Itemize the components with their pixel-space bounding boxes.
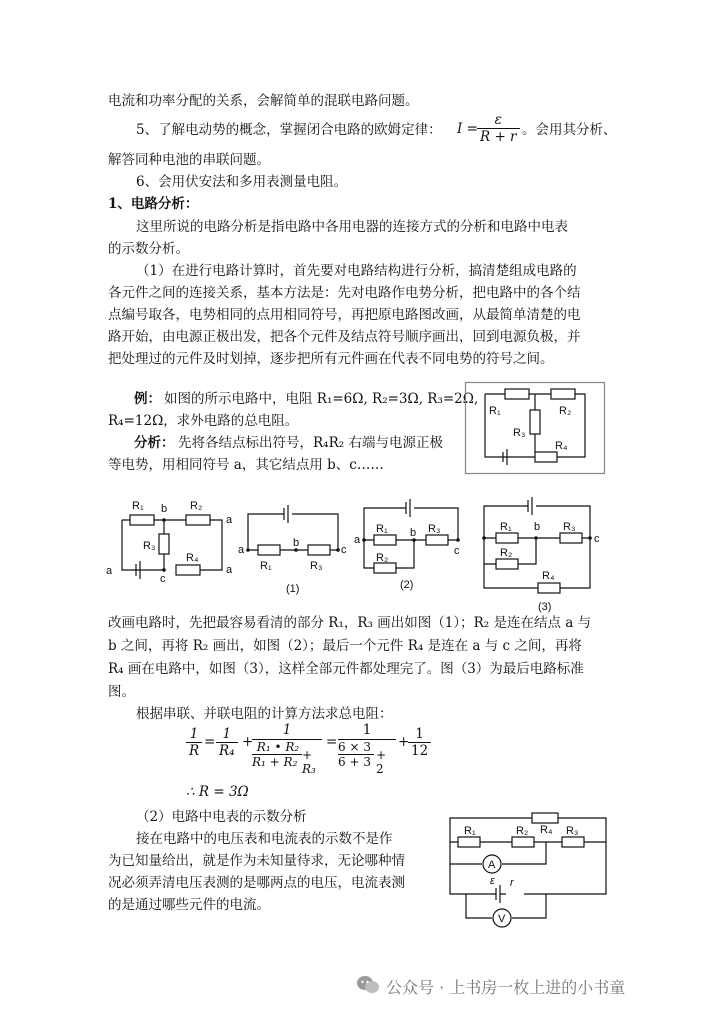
ohm-lhs: I =: [457, 121, 478, 137]
ohm-denominator: R + r: [480, 129, 517, 145]
node-b: b: [161, 503, 168, 515]
node-a: a: [238, 544, 245, 556]
node-b: b: [534, 521, 541, 533]
wechat-logo-icon: [356, 974, 380, 996]
circuit-meters: [436, 808, 616, 938]
voltmeter-icon: V: [498, 913, 506, 925]
label-R3: R₃: [563, 521, 576, 533]
label-R3: R₃: [513, 427, 526, 439]
label-R2: R₂: [516, 825, 529, 837]
formula-t2-num: 1: [282, 722, 292, 738]
figure-caption: (3): [538, 601, 552, 613]
text-line: 这里所说的电路分析是指电路中各用电器的连接方式的分析和电路中电表: [136, 219, 568, 235]
node-c: c: [454, 545, 460, 557]
text-line: 路开始，由电源正极出发，把各个元件及结点符号顺序画出，回到电源负极，并: [108, 329, 581, 345]
text-line: 先将各结点标出符号，R₄R₂ 右端与电源正极: [178, 435, 443, 451]
text-line: 电流和功率分配的关系，会解简单的混联电路问题。: [108, 93, 419, 109]
formula-t3-inner-num: 6 × 3: [338, 740, 371, 754]
formula-lhs-num: 1: [189, 726, 199, 742]
analysis-label: 分析：: [134, 435, 175, 451]
text-line: 。会用其分析、: [522, 122, 617, 138]
formula-t4-den: 12: [411, 743, 429, 759]
text-line: 接在电路中的电压表和电流表的示数不是作: [136, 831, 393, 847]
label-R3: R₃: [428, 523, 441, 535]
text-line: 改画电路时，先把最容易看清的部分 R₁，R₃ 画出如图（1）；R₂ 是连在结点 a 与: [108, 615, 592, 631]
formula-result: ∴ R = 3Ω: [186, 784, 249, 800]
formula-t3-inner-den: 6 + 3: [338, 755, 371, 769]
text-line: 的是通过哪些元件的电流。: [108, 897, 270, 913]
ohm-numerator: ε: [494, 112, 502, 128]
formula-eq: =: [204, 734, 216, 750]
label-R2: R₂: [376, 552, 389, 564]
node-a: a: [106, 565, 113, 577]
formula-t2-inner-den: R₁ + R₂: [252, 755, 298, 769]
ohm-fraction: [477, 112, 520, 145]
label-R1: R₁: [489, 405, 501, 417]
node-c: c: [160, 573, 166, 585]
formula-t1-num: 1: [222, 726, 232, 742]
section-heading: （2）电路中电表的示数分析: [136, 809, 307, 825]
formula-plus: +: [242, 734, 254, 750]
label-R1: R₁: [376, 523, 388, 535]
figure-caption: (1): [286, 583, 300, 595]
section-heading: 1、电路分析：: [108, 196, 199, 212]
text-line: 解答同种电池的串联问题。: [108, 152, 270, 168]
figure-caption: (2): [400, 579, 414, 591]
node-c: c: [341, 544, 347, 556]
text-line: 等电势，用相同符号 a，其它结点用 b、c……: [108, 457, 384, 473]
label-R2: R₂: [559, 405, 572, 417]
circuit-step-1: [238, 500, 350, 596]
text-line: R₄ 画在电路中，如图（3），这样全部元件都处理完了。图（3）为最后电路标准: [108, 661, 584, 677]
label-R2: R₂: [190, 500, 203, 512]
label-R1: R₁: [464, 825, 476, 837]
text-line: 各元件之间的连接关系，基本方法是：先对电路作电势分析，把电路中的各个结: [108, 285, 581, 301]
label-R1: R₁: [132, 500, 144, 512]
text-line: （1）在进行电路计算时，首先要对电路结构进行分析，搞清楚组成电路的: [136, 263, 577, 279]
resistance-formula: [186, 722, 446, 782]
circuit-labeled: [100, 492, 240, 585]
node-a: a: [226, 514, 233, 526]
node-a: a: [354, 534, 361, 546]
ammeter-icon: A: [488, 859, 496, 871]
label-R3: R₃: [143, 540, 156, 552]
label-internal-r: r: [510, 877, 514, 889]
formula-t3-num: 1: [362, 722, 372, 738]
label-R4: R₄: [186, 552, 199, 564]
label-R4: R₄: [555, 440, 568, 452]
text-line: 5、了解电动势的概念，掌握闭合电路的欧姆定律：: [136, 122, 442, 138]
formula-plus2: +: [398, 734, 410, 750]
formula-t2-tail: + R₃: [302, 748, 316, 776]
example-label: 例：: [134, 391, 161, 407]
circuit-original: [465, 382, 605, 474]
formula-t4-num: 1: [415, 726, 424, 742]
label-R1: R₁: [260, 560, 272, 572]
watermark: 公众号 · 上书房一枚上进的小书童: [386, 978, 626, 997]
label-R3: R₃: [566, 825, 579, 837]
label-R3: R₃: [310, 560, 323, 572]
text-line: 为已知量给出，就是作为未知量待求，无论哪种情: [108, 853, 405, 869]
label-R2: R₂: [500, 547, 513, 559]
formula-lhs-den: R: [189, 743, 200, 759]
text-line: 的示数分析。: [108, 241, 189, 257]
node-b: b: [293, 537, 300, 549]
circuit-step-2: [354, 496, 474, 596]
label-R1: R₁: [500, 521, 512, 533]
label-emf: ε: [490, 875, 495, 887]
node-b: b: [410, 527, 417, 539]
text-line: 况必须弄清电压表测的是哪两点的电压，电流表测: [108, 875, 405, 891]
formula-eq2: =: [326, 734, 338, 750]
text-line: 6、会用伏安法和多用表测量电阻。: [136, 174, 348, 190]
text-line: b 之间，再将 R₂ 画出，如图（2）；最后一个元件 R₄ 是连在 a 与 c 之间，再将: [108, 638, 582, 654]
formula-t1-den: R₄: [219, 743, 235, 759]
formula-t3-tail: + 2: [376, 748, 387, 776]
formula-t2-inner-num: R₁ • R₂: [256, 740, 300, 754]
text-line: 点编号取各，电势相同的点用相同符号，再把原电路图改画，从最简单清楚的电: [108, 307, 581, 323]
node-c: c: [594, 533, 600, 545]
label-R4: R₄: [542, 570, 555, 582]
text-line: 把处理过的元件及时划掉，逐步把所有元件画在代表不同电势的符号之间。: [108, 351, 554, 367]
text-line: 如图的所示电路中，电阻 R₁=6Ω, R₂=3Ω, R₃=2Ω,: [164, 391, 479, 407]
node-a: a: [226, 564, 233, 576]
text-line: 图。: [108, 684, 135, 700]
circuit-step-3: [478, 494, 608, 614]
text-line: 根据串联、并联电阻的计算方法求总电阻：: [136, 706, 393, 722]
text-line: R₄=12Ω，求外电路的总电阻。: [108, 413, 299, 429]
label-R4: R₄: [540, 824, 553, 836]
